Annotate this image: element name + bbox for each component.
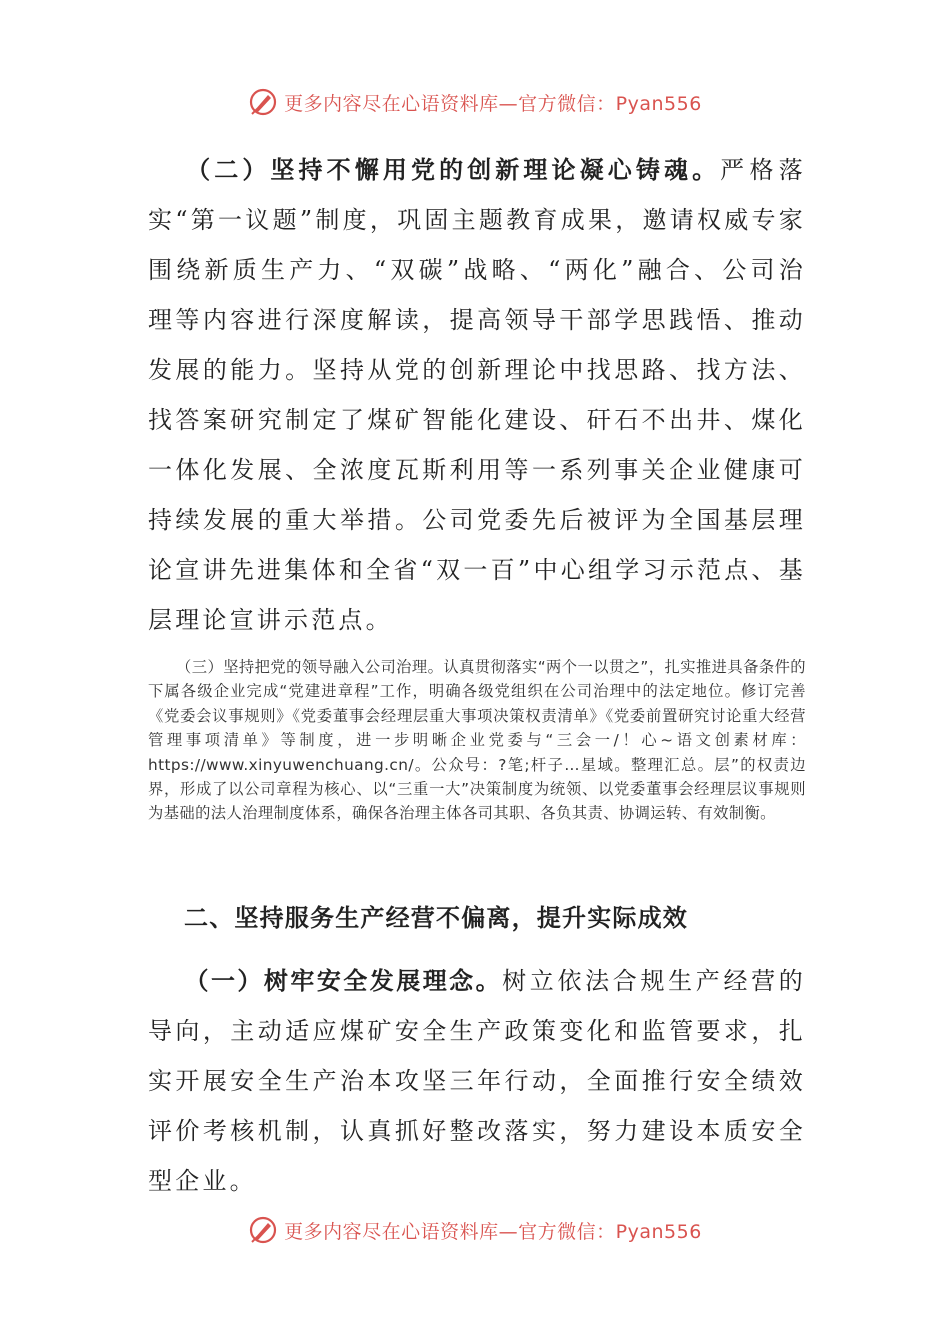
paragraph-governance — [148, 655, 806, 826]
paragraph-safety — [148, 956, 806, 1206]
section-heading: 二、坚持服务生产经营不偏离，提升实际成效 — [184, 904, 688, 932]
footer-banner — [0, 1210, 950, 1250]
header-banner — [0, 82, 950, 122]
banner-text: 更多内容尽在心语资料库—官方微信：Pyan556 — [284, 1220, 702, 1243]
paragraph-lead: （二）坚持不懈用党的创新理论凝心铸魂。 — [184, 156, 721, 184]
paragraph-body: 严格落实“第一议题”制度，巩固主题教育成果，邀请权威专家围绕新质生产力、“双碳”战略、“两化”融合、公司治理等内容进行深度解读，提高领导干部学思践悟、推动发展的能力。坚持从党的创新理论中找思路、找方法、找答案研究制定了煤矿智能化建设、矸石不出井、煤化一体化发展、全浓度瓦斯利用等一系列事关企业健康可持续发展的重大举措。公司党委先后被评为全国基层理论宣讲先进集体和全省“双一百”中心组学习示范点、基层理论宣讲示范点。 — [148, 156, 806, 634]
paragraph-body: （三）坚持把党的领导融入公司治理。认真贯彻落实“两个一以贯之”，扎实推进具备条件的下属各级企业完成“党建进章程”工作，明确各级党组织在公司治理中的法定地位。修订完善《党委会议事规则》《党委董事会经理层重大事项决策权责清单》《党委前置研究讨论重大经营管理事项清单》等制度，进一步明晰企业党委与“三会一/！心~语文创素材库：https://www.xinyuwenchuang.cn/。公众号：?笔;杆子…星域。整理汇总。层”的权责边界，形成了以公司章程为核心、以“三重一大”决策制度为统领、以党委董事会经理层议事规则为基础的法人治理制度体系，确保各治理主体各司其职、各负其责、协调运转、有效制衡。 — [148, 658, 806, 823]
paragraph-party-theory — [148, 145, 806, 645]
pen-logo-icon — [248, 87, 278, 117]
paragraph-body: 树立依法合规生产经营的导向，主动适应煤矿安全生产政策变化和监管要求，扎实开展安全生产治本攻坚三年行动，全面推行安全绩效评价考核机制，认真抓好整改落实，努力建设本质安全型企业。 — [148, 967, 807, 1195]
banner-text: 更多内容尽在心语资料库—官方微信：Pyan556 — [284, 92, 702, 115]
pen-logo-icon — [248, 1215, 278, 1245]
paragraph-lead: （一）树牢安全发展理念。 — [184, 967, 503, 995]
